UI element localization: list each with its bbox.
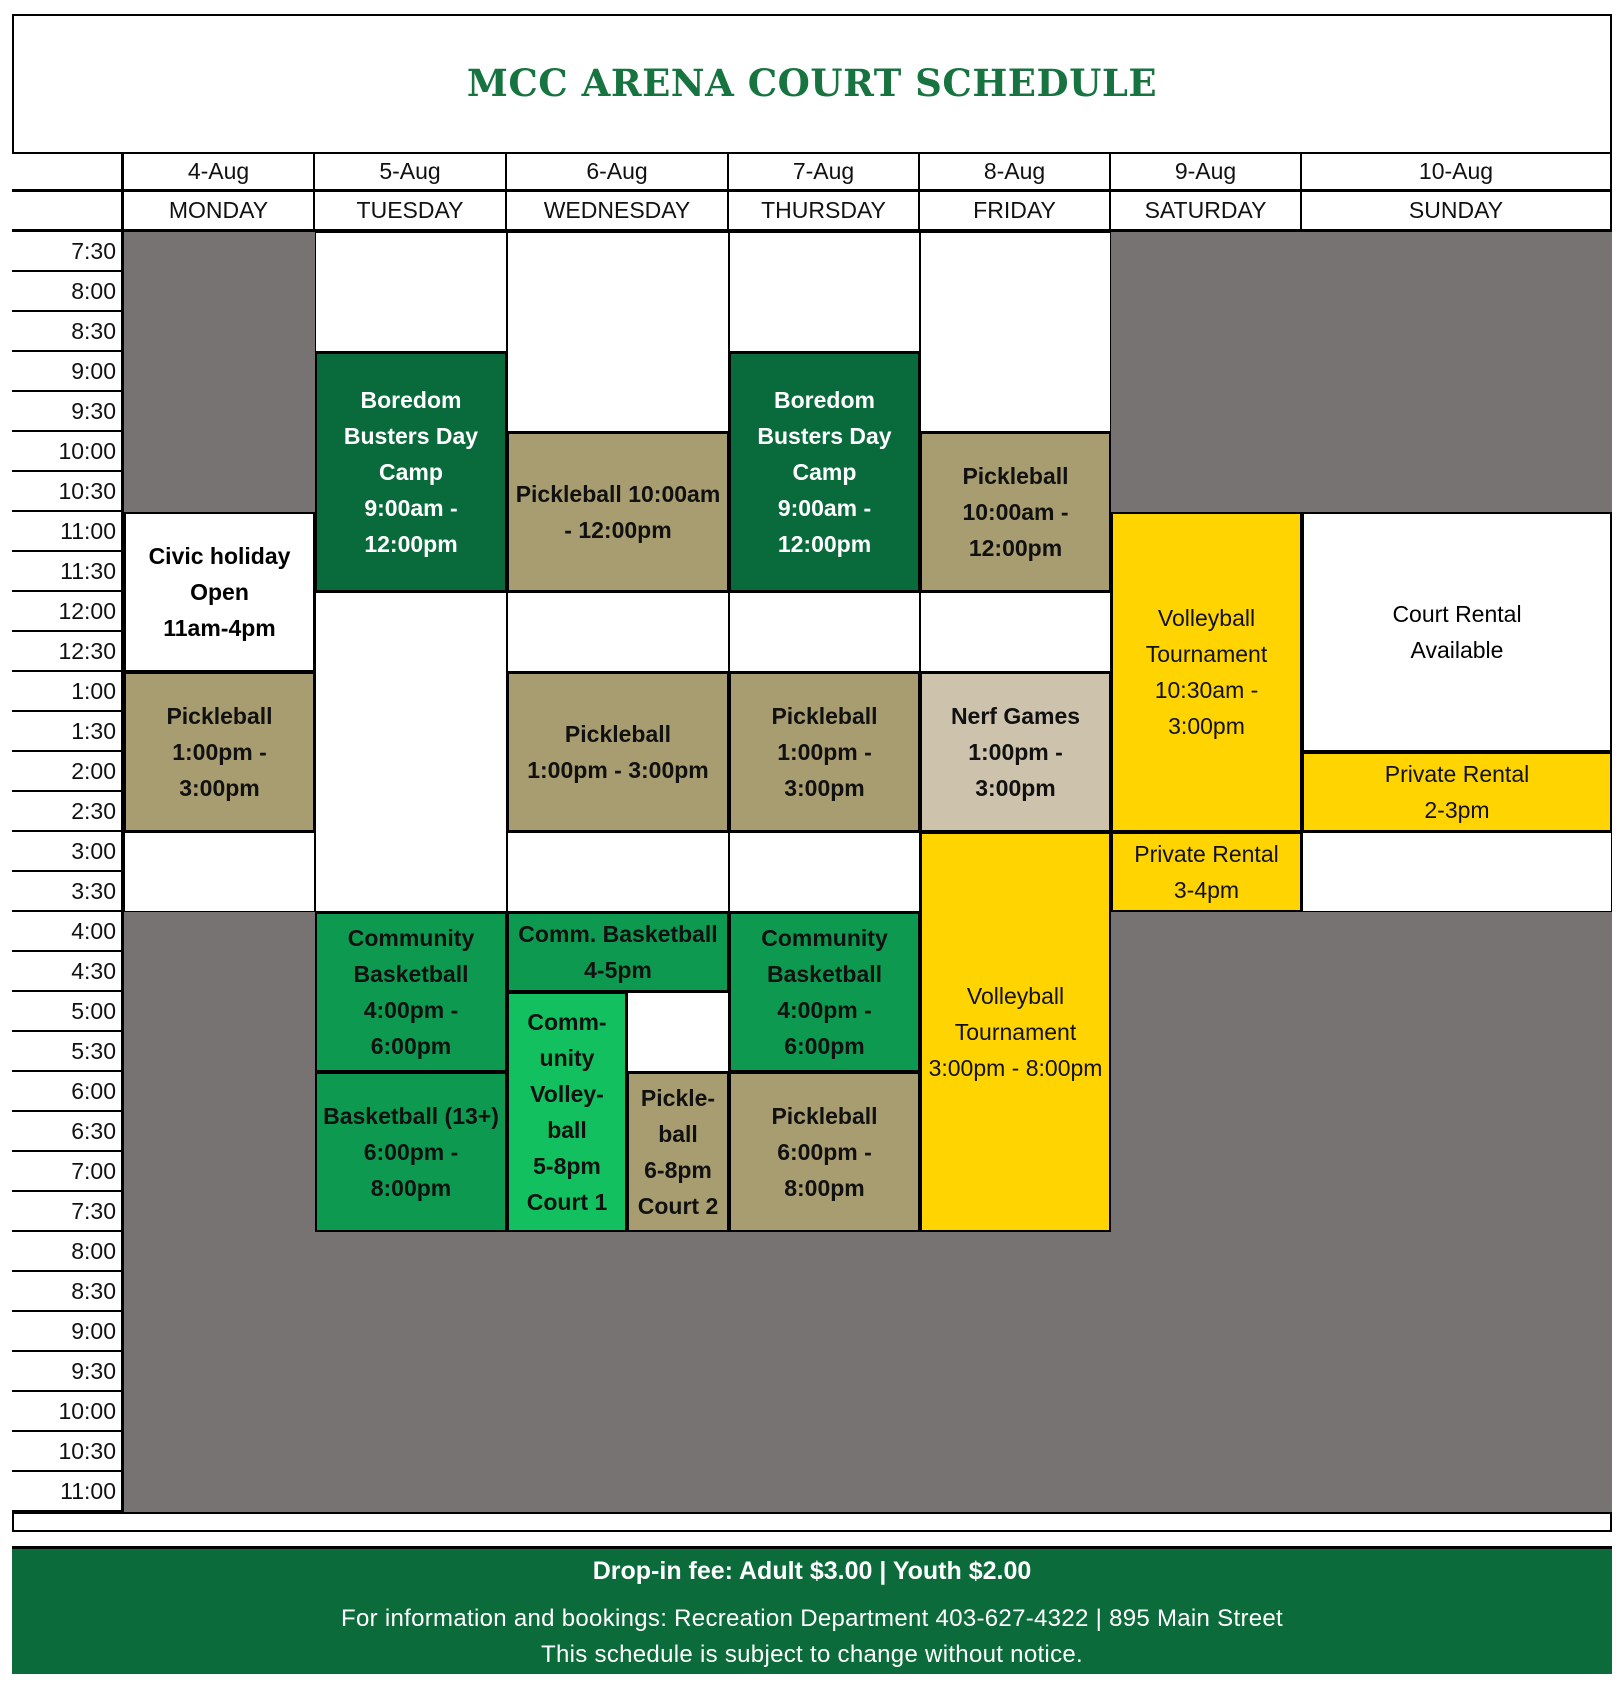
event-line: 2-3pm: [1424, 797, 1490, 823]
event-line: Pickleball: [166, 703, 273, 729]
event-line: 1:00pm - 3:00pm: [968, 739, 1063, 801]
open-court-block: [507, 832, 729, 912]
open-court-block: [627, 992, 729, 1072]
event-text: [929, 978, 1103, 1086]
day-date-thursday: 7-Aug: [729, 152, 920, 192]
time-slot-label: 10:00: [12, 1392, 124, 1432]
event-text: [735, 920, 914, 1064]
schedule-event: [920, 432, 1111, 592]
time-slot-label: 10:30: [12, 1432, 124, 1472]
schedule-event: [1111, 832, 1302, 912]
open-court-block: [315, 592, 507, 912]
day-date-tuesday: 5-Aug: [315, 152, 507, 192]
schedule-event: [507, 992, 627, 1232]
time-slot-label: 9:00: [12, 352, 124, 392]
time-slot-label: 7:00: [12, 1152, 124, 1192]
event-line: 11am-4pm: [163, 615, 276, 641]
event-line: Court Rental: [1392, 601, 1522, 627]
time-slot-label: 9:00: [12, 1312, 124, 1352]
time-slot-label: 11:00: [12, 1472, 124, 1512]
open-court-block: [1302, 832, 1612, 912]
event-text: [516, 476, 721, 548]
event-line: 1:00pm - 3:00pm: [172, 739, 267, 801]
day-date-saturday: 9-Aug: [1111, 152, 1302, 192]
schedule-event: [627, 1072, 729, 1232]
event-line: Busters Day: [343, 423, 479, 449]
open-court-block: [507, 232, 729, 432]
day-name-saturday: SATURDAY: [1111, 192, 1302, 232]
event-line: 10:00am -: [962, 499, 1069, 525]
event-line: Basketball: [766, 961, 883, 987]
open-court-block: [920, 592, 1111, 672]
event-line: 9:00am -: [777, 495, 872, 521]
event-line: Pickleball: [771, 703, 878, 729]
event-line: 9:00am -: [364, 495, 458, 521]
event-line: 6-8pm: [644, 1157, 712, 1183]
schedule-event: [729, 912, 920, 1072]
event-line: Volley-: [530, 1081, 604, 1107]
event-line: Pickleball: [962, 463, 1069, 489]
event-text: [321, 1098, 501, 1206]
time-slot-label: 2:30: [12, 792, 124, 832]
event-line: Civic holiday: [148, 543, 291, 569]
schedule-event: [729, 352, 920, 592]
event-text: [735, 1098, 914, 1206]
event-line: 6:00pm - 8:00pm: [777, 1139, 872, 1201]
schedule-event: [124, 672, 315, 832]
event-line: 4:00pm - 6:00pm: [363, 997, 459, 1059]
time-slot-label: 9:30: [12, 392, 124, 432]
event-line: 12:00pm: [364, 531, 458, 557]
event-line: Community: [347, 925, 475, 951]
event-line: Private Rental: [1384, 761, 1530, 787]
footer: [12, 1546, 1612, 1674]
event-line: 4-5pm: [584, 957, 652, 983]
open-court-block: [729, 592, 920, 672]
day-name-tuesday: TUESDAY: [315, 192, 507, 232]
event-text: [527, 1004, 608, 1220]
event-line: ball: [658, 1121, 698, 1147]
time-slot-label: 8:30: [12, 1272, 124, 1312]
event-line: Tournament: [1145, 641, 1268, 667]
time-slot-label: 3:00: [12, 832, 124, 872]
time-slot-label: 8:00: [12, 272, 124, 312]
event-line: ball: [547, 1117, 587, 1143]
contact-info: For information and bookings: Recreation Department 403-627-4322 | 895 Main Street: [340, 1605, 1284, 1632]
day-name-friday: FRIDAY: [920, 192, 1111, 232]
event-line: Court 2: [637, 1193, 719, 1219]
event-line: Open: [190, 579, 249, 605]
schedule-event: [124, 512, 315, 672]
schedule-event: [1111, 512, 1302, 832]
event-line: Volleyball: [966, 983, 1065, 1009]
event-line: Pickleball: [771, 1103, 878, 1129]
event-text: [344, 382, 478, 562]
time-slot-label: 12:00: [12, 592, 124, 632]
event-text: [1146, 600, 1267, 744]
time-slot-label: 5:30: [12, 1032, 124, 1072]
schedule-event: [729, 1072, 920, 1232]
time-slot-label: 10:30: [12, 472, 124, 512]
event-text: [926, 698, 1105, 806]
event-line: Court 1: [526, 1189, 608, 1215]
schedule-event: [729, 672, 920, 832]
time-slot-label: 12:30: [12, 632, 124, 672]
event-text: [518, 916, 717, 988]
event-line: 3-4pm: [1173, 877, 1240, 903]
schedule-event: [1302, 752, 1612, 832]
event-line: 3:00pm: [1168, 713, 1245, 739]
time-slot-label: 11:00: [12, 512, 124, 552]
event-line: Pickleball 10:00am: [515, 481, 721, 507]
event-line: 12:00pm: [968, 535, 1063, 561]
day-date-wednesday: 6-Aug: [507, 152, 729, 192]
disclaimer: This schedule is subject to change without notice.: [541, 1641, 1083, 1668]
schedule-event: [507, 672, 729, 832]
event-line: Camp: [379, 459, 443, 485]
event-line: 3:00pm - 8:00pm: [928, 1055, 1103, 1081]
time-slot-label: 8:30: [12, 312, 124, 352]
time-slot-label: 4:00: [12, 912, 124, 952]
event-line: unity: [539, 1045, 595, 1071]
event-line: 1:00pm - 3:00pm: [777, 739, 872, 801]
time-slot-label: 6:30: [12, 1112, 124, 1152]
time-slot-label: 5:00: [12, 992, 124, 1032]
header-blank: [12, 152, 124, 192]
event-line: Community: [761, 925, 888, 951]
time-slot-label: 1:00: [12, 672, 124, 712]
schedule-event: [507, 912, 729, 992]
event-text: [757, 382, 891, 562]
event-line: 12:00pm: [777, 531, 872, 557]
event-text: [1134, 836, 1278, 908]
time-slot-label: 10:00: [12, 432, 124, 472]
event-text: [1385, 756, 1529, 828]
schedule-event: [315, 352, 507, 592]
time-slot-label: 7:30: [12, 1192, 124, 1232]
day-name-wednesday: WEDNESDAY: [507, 192, 729, 232]
event-line: Private Rental: [1134, 841, 1279, 867]
event-line: 1:00pm - 3:00pm: [527, 757, 709, 783]
open-court-block: [920, 232, 1111, 432]
event-text: [962, 458, 1068, 566]
event-line: Pickleball: [564, 721, 672, 747]
event-text: [638, 1080, 719, 1224]
event-text: [735, 698, 914, 806]
time-slot-label: 3:30: [12, 872, 124, 912]
schedule-event: [920, 832, 1111, 1232]
event-line: Comm-: [527, 1009, 607, 1035]
grid-bottom-border: [12, 1512, 1612, 1514]
event-text: [149, 538, 291, 646]
event-line: 10:30am -: [1154, 677, 1259, 703]
open-court-block: [124, 832, 315, 912]
drop-in-fee: Drop-in fee: Adult $3.00 | Youth $2.00: [592, 1557, 1032, 1585]
schedule-event: [315, 912, 507, 1072]
time-slot-label: 1:30: [12, 712, 124, 752]
day-name-thursday: THURSDAY: [729, 192, 920, 232]
schedule-event: [920, 672, 1111, 832]
event-line: Boredom: [774, 387, 875, 413]
schedule-event: [315, 1072, 507, 1232]
event-line: 5-8pm: [533, 1153, 601, 1179]
day-date-friday: 8-Aug: [920, 152, 1111, 192]
event-line: 4:00pm - 6:00pm: [777, 997, 872, 1059]
page-title: MCC ARENA COURT SCHEDULE: [466, 61, 1158, 105]
event-line: - 12:00pm: [564, 517, 672, 543]
event-line: Boredom: [360, 387, 462, 413]
day-name-monday: MONDAY: [124, 192, 315, 232]
open-court-block: [507, 592, 729, 672]
open-court-block: [729, 832, 920, 912]
time-slot-label: 11:30: [12, 552, 124, 592]
time-slot-label: 6:00: [12, 1072, 124, 1112]
event-line: Camp: [792, 459, 857, 485]
event-text: [130, 698, 309, 806]
header-blank: [12, 192, 124, 232]
day-name-sunday: SUNDAY: [1302, 192, 1612, 232]
event-line: Busters Day: [757, 423, 892, 449]
time-slot-label: 9:30: [12, 1352, 124, 1392]
day-date-sunday: 10-Aug: [1302, 152, 1612, 192]
footer-divider: [12, 1530, 1612, 1546]
event-line: Available: [1410, 637, 1504, 663]
open-court-block: [315, 232, 507, 352]
day-date-monday: 4-Aug: [124, 152, 315, 192]
event-line: Comm. Basketball: [518, 921, 718, 947]
event-line: Pickle-: [640, 1085, 716, 1111]
time-slot-label: 4:30: [12, 952, 124, 992]
schedule-event: [1302, 512, 1612, 752]
time-slot-label: 2:00: [12, 752, 124, 792]
event-line: Basketball: [353, 961, 469, 987]
event-line: Volleyball: [1157, 605, 1256, 631]
event-line: Tournament: [954, 1019, 1077, 1045]
event-text: [321, 920, 501, 1064]
open-court-block: [729, 232, 920, 352]
time-slot-label: 8:00: [12, 1232, 124, 1272]
event-line: 6:00pm - 8:00pm: [363, 1139, 459, 1201]
event-text: [1392, 596, 1521, 668]
schedule-event: [507, 432, 729, 592]
event-line: Nerf Games: [950, 703, 1081, 729]
event-line: Basketball (13+): [323, 1103, 499, 1129]
event-text: [527, 716, 709, 788]
time-slot-label: 7:30: [12, 232, 124, 272]
